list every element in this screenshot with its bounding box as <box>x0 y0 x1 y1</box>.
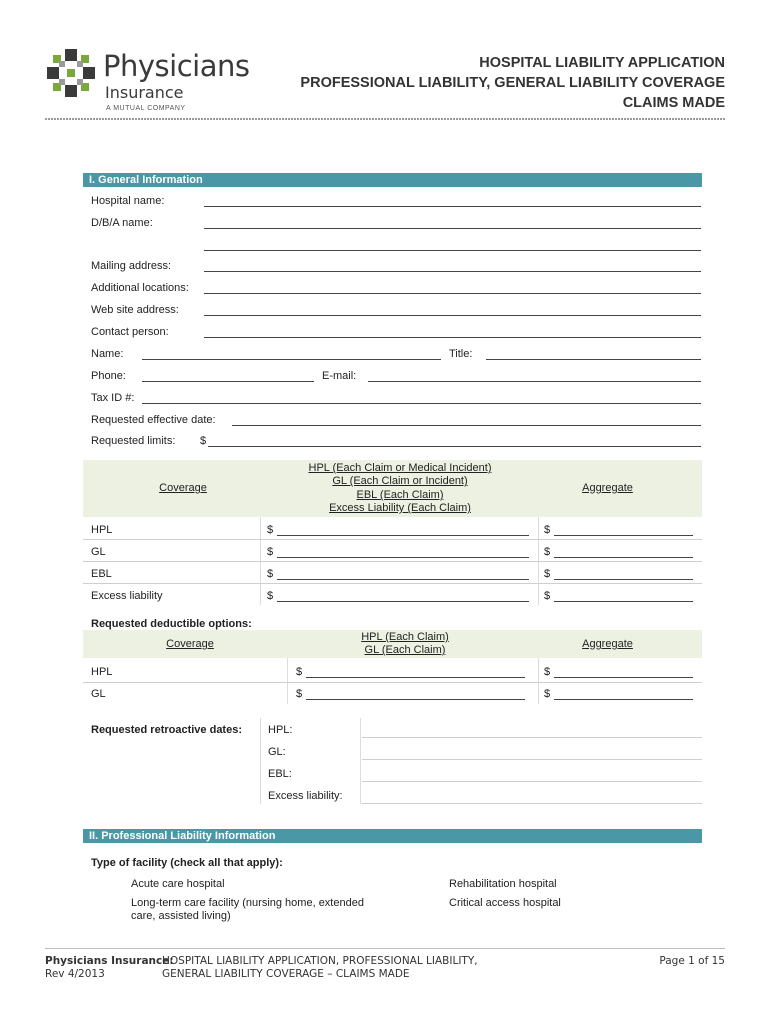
limits-mid-header-2: GL (Each Claim or Incident) <box>332 475 468 487</box>
phone-label: Phone: <box>91 370 126 382</box>
section-1-heading: I. General Information <box>83 173 702 187</box>
title-label: Title: <box>449 348 473 360</box>
logo-sub: Insurance <box>105 83 184 102</box>
retro-row-hpl-label: HPL: <box>268 724 293 736</box>
limits-mid-header-1: HPL (Each Claim or Medical Incident) <box>308 462 492 474</box>
facility-option-longterm[interactable] <box>131 897 364 923</box>
limits-hpl-each-field[interactable] <box>277 535 529 536</box>
header-title-3: CLAIMS MADE <box>622 95 725 111</box>
limits-dollar: $ <box>200 435 207 447</box>
limits-ebl-aggregate-field[interactable] <box>554 579 693 580</box>
limits-row-label: HPL <box>91 524 113 536</box>
email-label: E-mail: <box>322 370 357 382</box>
footer-desc-1: HOSPITAL LIABILITY APPLICATION, PROFESSIONAL LIABILITY, <box>162 955 478 967</box>
limits-gl-each-field[interactable] <box>277 557 529 558</box>
retro-excess-field[interactable] <box>362 803 702 804</box>
email-field[interactable] <box>368 381 701 382</box>
hospital-name-field[interactable] <box>204 206 701 207</box>
facility-option-label: Critical access hospital <box>449 897 561 909</box>
limits-excess-each-field[interactable] <box>277 601 529 602</box>
row-divider <box>83 583 702 584</box>
facility-option-acute[interactable] <box>131 878 225 890</box>
footer-desc-2: GENERAL LIABILITY COVERAGE – CLAIMS MADE <box>162 968 410 980</box>
limits-label: Requested limits: <box>91 435 176 447</box>
tax-id-field[interactable] <box>142 403 701 404</box>
limits-coverage-header: Coverage <box>159 482 207 494</box>
limits-ebl-each-field[interactable] <box>277 579 529 580</box>
footer-page: Page 1 of 15 <box>659 955 725 967</box>
section-2-heading: II. Professional Liability Information <box>83 829 702 843</box>
logo-name: Physicians <box>103 49 250 83</box>
deductible-row-dollar: $ <box>544 666 551 678</box>
additional-locations-label: Additional locations: <box>91 282 189 294</box>
dba-name-label: D/B/A name: <box>91 217 153 229</box>
mailing-address-label: Mailing address: <box>91 260 172 272</box>
tax-id-label: Tax ID #: <box>91 392 135 404</box>
effective-date-label: Requested effective date: <box>91 414 216 426</box>
dba-name-field-2[interactable] <box>204 250 701 251</box>
retro-row-gl-label: GL: <box>268 746 286 758</box>
limits-row-dollar: $ <box>267 546 274 558</box>
cross-logo-icon <box>45 47 97 99</box>
row-divider <box>83 682 702 683</box>
dba-name-field[interactable] <box>204 228 701 229</box>
limits-mid-header-3: EBL (Each Claim) <box>356 489 444 501</box>
limits-row-dollar: $ <box>544 524 551 536</box>
deductible-col-divider-1 <box>287 658 288 704</box>
facility-heading: Type of facility (check all that apply): <box>91 857 283 869</box>
limits-row-dollar: $ <box>544 590 551 602</box>
title-field[interactable] <box>486 359 701 360</box>
name-field[interactable] <box>142 359 441 360</box>
hospital-name-label: Hospital name: <box>91 195 165 207</box>
deductible-row-dollar: $ <box>544 688 551 700</box>
deductible-mid-header-1: HPL (Each Claim) <box>361 631 449 643</box>
limits-row-dollar: $ <box>267 590 274 602</box>
retro-gl-field[interactable] <box>362 759 702 760</box>
additional-locations-field[interactable] <box>204 293 701 294</box>
contact-person-field[interactable] <box>204 337 701 338</box>
footer-rule <box>45 948 725 949</box>
limits-aggregate-header: Aggregate <box>582 482 633 494</box>
facility-option-critical[interactable] <box>449 897 561 909</box>
phone-field[interactable] <box>142 381 314 382</box>
limits-row-dollar: $ <box>267 524 274 536</box>
limits-row-dollar: $ <box>544 546 551 558</box>
deductible-col-divider-2 <box>538 658 539 704</box>
footer-rev: Rev 4/2013 <box>45 968 105 980</box>
retro-hpl-field[interactable] <box>362 737 702 738</box>
web-site-field[interactable] <box>204 315 701 316</box>
logo <box>45 45 255 115</box>
deductible-heading: Requested deductible options: <box>91 618 252 630</box>
limits-row-dollar: $ <box>267 568 274 580</box>
retro-ebl-field[interactable] <box>362 781 702 782</box>
deductible-coverage-header: Coverage <box>166 638 214 650</box>
retro-heading: Requested retroactive dates: <box>91 724 242 736</box>
row-divider <box>83 539 702 540</box>
limits-row-label: EBL <box>91 568 112 580</box>
retro-row-ebl-label: EBL: <box>268 768 292 780</box>
retro-col-divider-2 <box>360 718 361 804</box>
effective-date-field[interactable] <box>232 425 701 426</box>
retro-col-divider-1 <box>260 718 261 804</box>
retro-row-excess-label: Excess liability: <box>268 790 343 802</box>
web-site-label: Web site address: <box>91 304 179 316</box>
facility-option-label: Acute care hospital <box>131 878 225 890</box>
deductible-gl-aggregate-field[interactable] <box>554 699 693 700</box>
deductible-mid-header-2: GL (Each Claim) <box>364 644 446 656</box>
limits-gl-aggregate-field[interactable] <box>554 557 693 558</box>
header-title-1: HOSPITAL LIABILITY APPLICATION <box>479 55 725 71</box>
logo-tag: A MUTUAL COMPANY <box>106 105 186 112</box>
limits-hpl-aggregate-field[interactable] <box>554 535 693 536</box>
limits-row-label: Excess liability <box>91 590 163 602</box>
facility-option-rehab[interactable] <box>449 878 557 890</box>
deductible-hpl-aggregate-field[interactable] <box>554 677 693 678</box>
name-label: Name: <box>91 348 124 360</box>
limits-row-label: GL <box>91 546 106 558</box>
contact-person-label: Contact person: <box>91 326 169 338</box>
deductible-row-dollar: $ <box>296 688 303 700</box>
limits-excess-aggregate-field[interactable] <box>554 601 693 602</box>
footer-company: Physicians Insurance: <box>45 955 174 967</box>
deductible-row-label: HPL <box>91 666 113 678</box>
deductible-aggregate-header: Aggregate <box>582 638 633 650</box>
header-rule <box>45 118 725 120</box>
row-divider <box>83 561 702 562</box>
facility-option-label: Long-term care facility (nursing home, extended <box>131 897 364 909</box>
limits-mid-header-4: Excess Liability (Each Claim) <box>329 502 471 514</box>
limits-field[interactable] <box>208 446 701 447</box>
mailing-address-field[interactable] <box>204 271 701 272</box>
limits-row-dollar: $ <box>544 568 551 580</box>
deductible-hpl-each-field[interactable] <box>306 677 525 678</box>
header-title-2: PROFESSIONAL LIABILITY, GENERAL LIABILITY COVERAGE <box>300 75 725 91</box>
deductible-row-label: GL <box>91 688 106 700</box>
deductible-gl-each-field[interactable] <box>306 699 525 700</box>
facility-option-label-cont: care, assisted living) <box>131 910 231 922</box>
facility-option-label: Rehabilitation hospital <box>449 878 557 890</box>
deductible-row-dollar: $ <box>296 666 303 678</box>
